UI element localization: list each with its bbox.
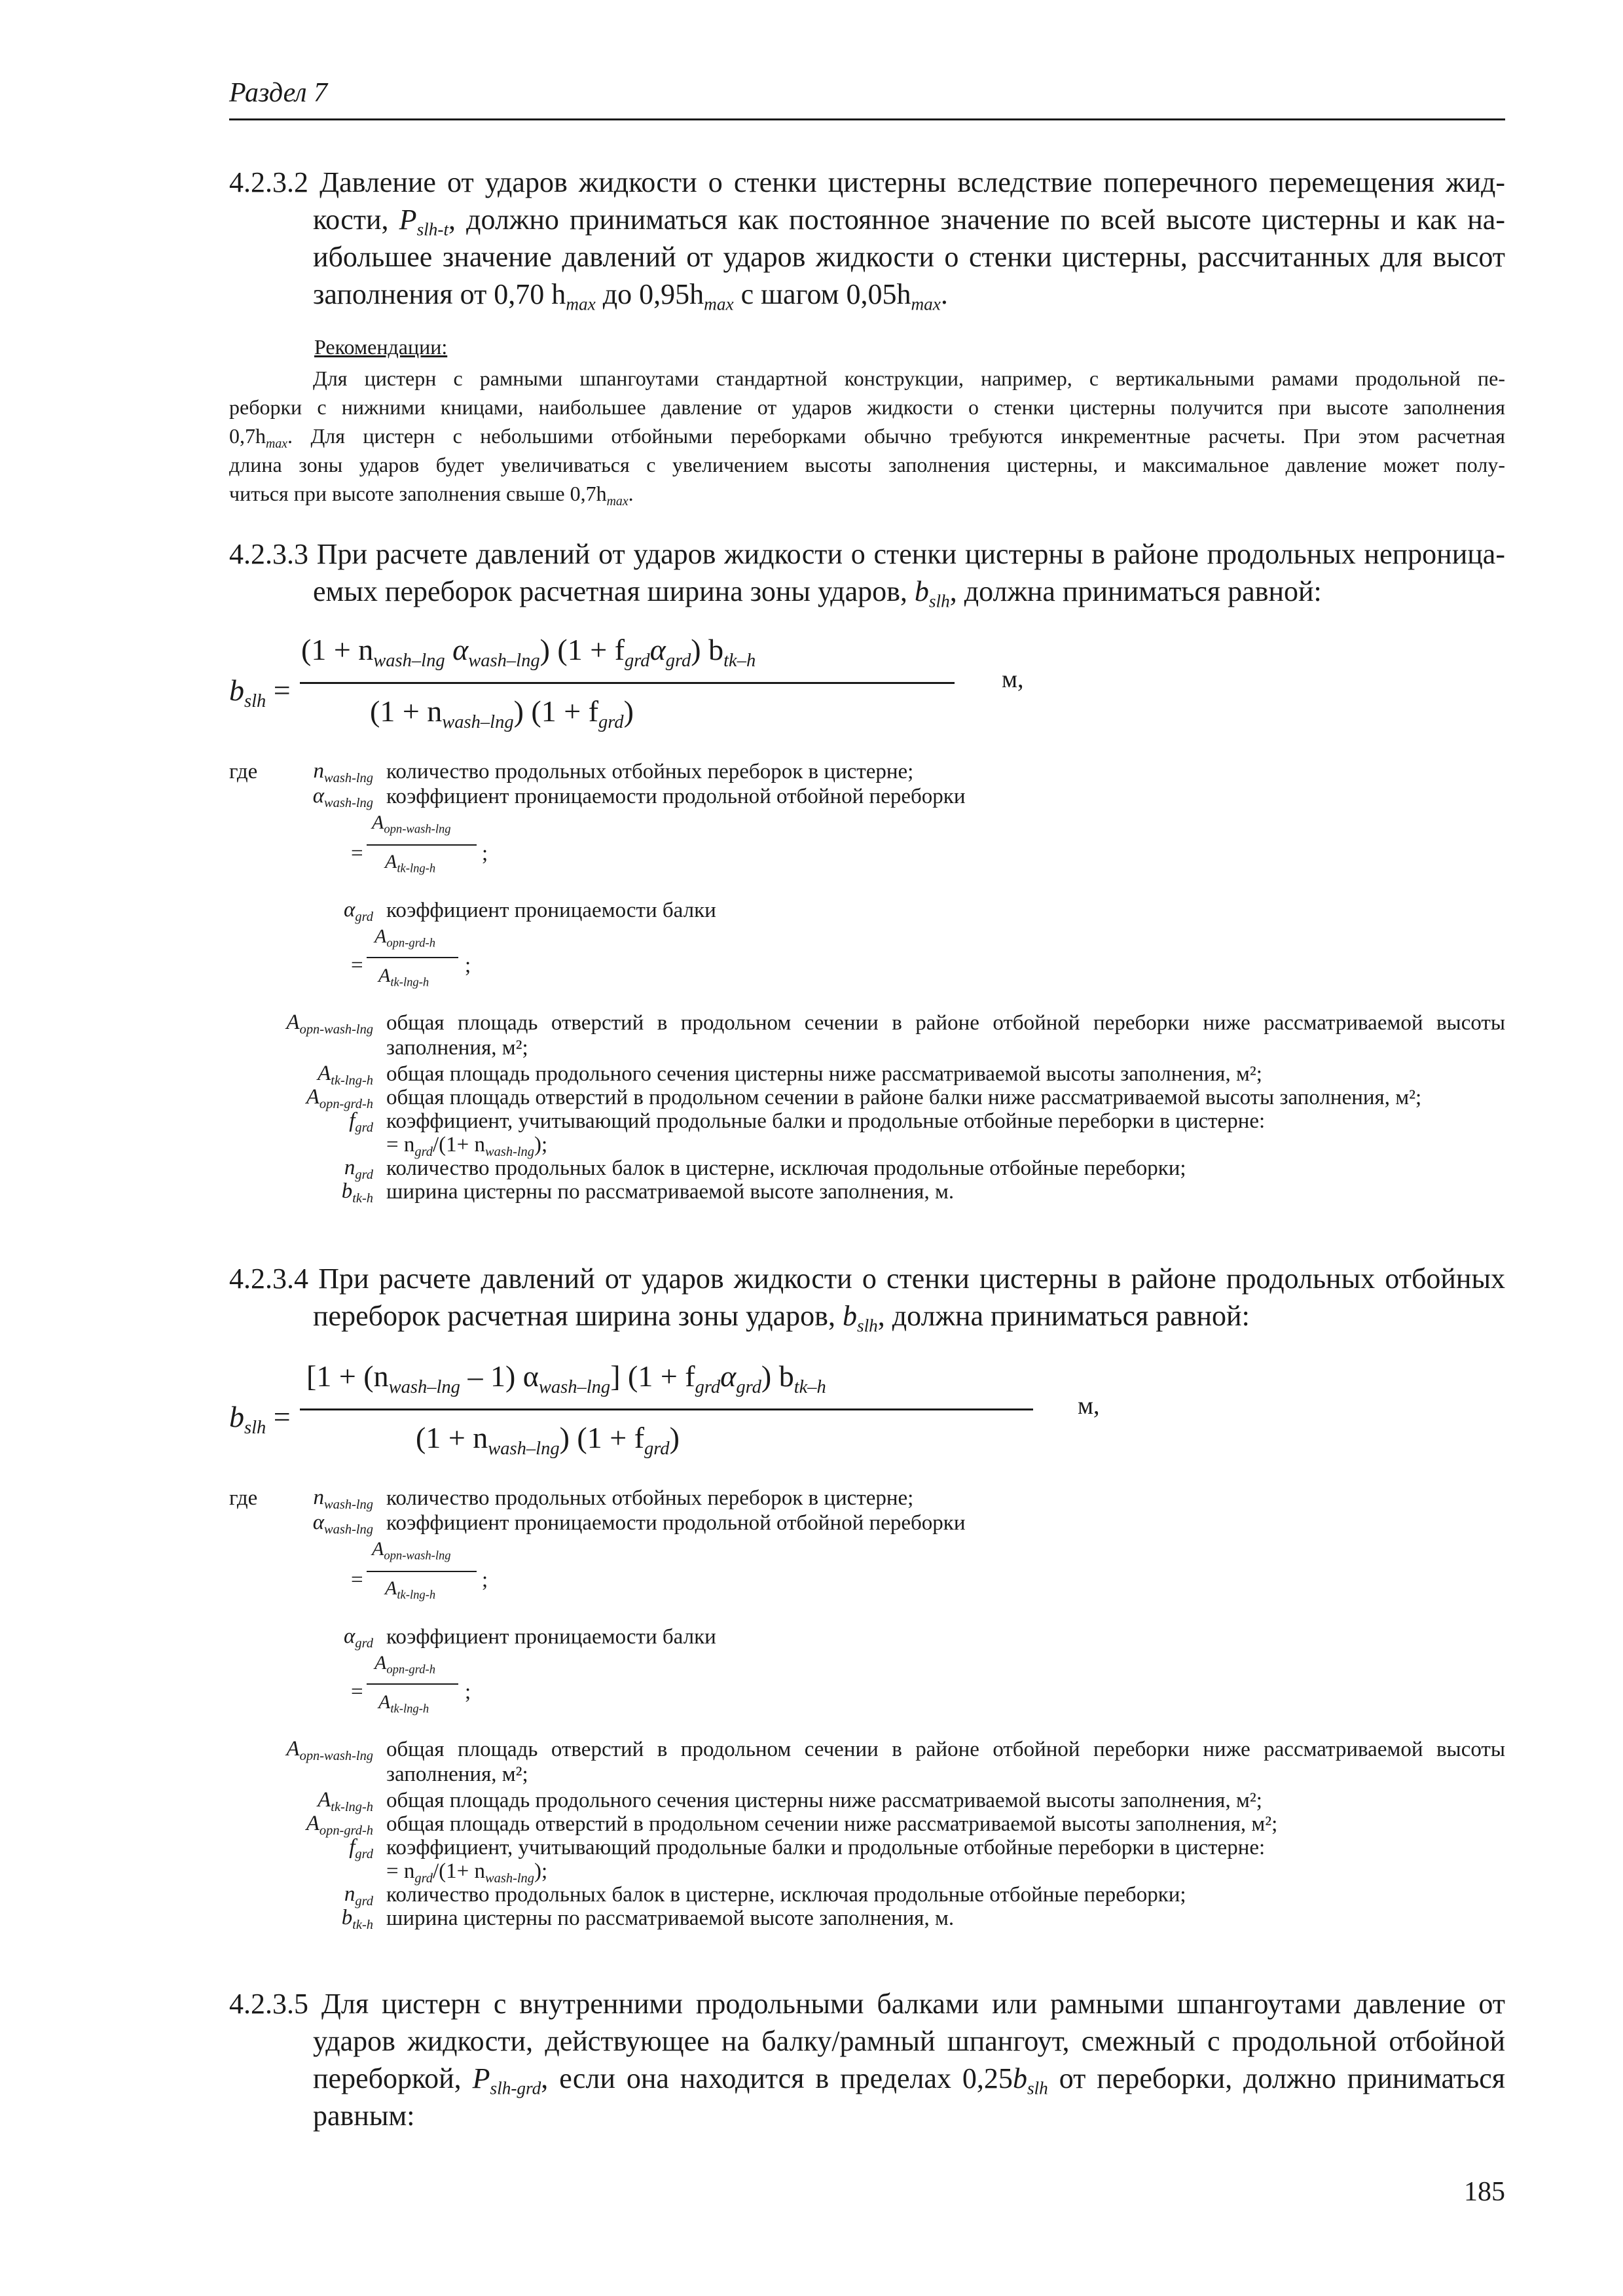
- f1-alpha: α: [445, 633, 469, 666]
- A1: A: [372, 812, 384, 833]
- A11-sub: tk-lng-h: [390, 1702, 429, 1716]
- A1-sub: opn-wash-lng: [384, 822, 451, 836]
- symbol-b-sub-2: slh: [856, 1316, 878, 1336]
- n-sub: wash-lng: [324, 771, 373, 786]
- rec-line3: [229, 422, 1505, 450]
- symbol-b: b: [914, 575, 929, 607]
- p4235-line4: равным:: [313, 2100, 415, 2132]
- p4235-text3b: , если она находится в пределах 0,25: [541, 2062, 1013, 2094]
- p4232-line4: [229, 276, 1505, 313]
- header-rule: [229, 118, 1505, 120]
- f2-den: (1 + n: [416, 1421, 488, 1454]
- agrd-sub: grd: [355, 910, 373, 925]
- f2-a: [1 + (n: [306, 1359, 389, 1393]
- formula-2: [229, 1355, 1211, 1473]
- f2-den-mid: ) (1 + f: [559, 1421, 645, 1454]
- formula-1: [229, 628, 1146, 746]
- formula1-numerator: [301, 632, 756, 671]
- f2-b: – 1) α: [460, 1359, 539, 1393]
- symbol-b-2: b: [842, 1300, 857, 1332]
- p4233-text2b: , должна приниматься равной:: [949, 575, 1322, 607]
- p4233-number: 4.2.3.3: [229, 538, 308, 570]
- f1-end: ) b: [691, 633, 724, 666]
- rec-text3a: 0,7h: [229, 424, 266, 448]
- p4232-number: 4.2.3.2: [229, 166, 308, 198]
- f2-lhs-sub: slh: [244, 1417, 266, 1438]
- f2-alpha2: α: [720, 1359, 737, 1393]
- f1-lhs-b: b: [229, 673, 244, 707]
- A4-sub: tk-lng-h: [390, 975, 429, 990]
- semi-3: ;: [482, 1568, 488, 1592]
- definitions-2: [229, 1486, 1505, 1957]
- formula1-unit: м,: [1002, 666, 1024, 693]
- def-A-opn-grd: общая площадь отверстий в продольном сечении в районе балки ниже рассматриваемой высоты заполнения, м²;: [386, 1086, 1422, 1109]
- def2-b-tk: ширина цистерны по рассматриваемой высоте заполнения, м.: [386, 1907, 955, 1930]
- n-letter: n: [313, 759, 325, 783]
- p4234-text2a: переборок расчетная ширина зоны ударов,: [313, 1300, 843, 1332]
- frac3-bar: [367, 1571, 477, 1572]
- f2-c: ] (1 + f: [610, 1359, 695, 1393]
- A14-sub: opn-grd-h: [319, 1823, 373, 1839]
- p4232-line2: [229, 201, 1505, 238]
- f1-den-end: ): [623, 694, 634, 728]
- rec-text5a: читься при высоте заполнения свыше 0,7h: [229, 482, 607, 505]
- sym-alpha-wash: [268, 784, 373, 811]
- frac4-bar: [367, 1683, 458, 1685]
- p4235-text1: Для цистерн с внутренними продольными балками или рамными шпангоутами давление от: [321, 1988, 1505, 2020]
- def-A-opn-wash: общая площадь отверстий в продольном сечении в районе отбойной переборки ниже рассматриваемой высоты: [386, 1011, 1505, 1035]
- p4234-text2b: , должна приниматься равной:: [877, 1300, 1250, 1332]
- symbol-sub: slh-t: [416, 219, 449, 240]
- symbol-p: P: [399, 204, 417, 236]
- f1-mid: ) (1 + f: [539, 633, 625, 666]
- p4233-line2: [229, 573, 1505, 610]
- f2-s3: grd: [695, 1376, 721, 1397]
- agrd-letter: α: [344, 898, 356, 922]
- btk-letter: b: [341, 1179, 353, 1203]
- alpha-sub: wash-lng: [324, 796, 373, 811]
- def2-alpha-wash: коэффициент проницаемости продольной отбойной переборки: [386, 1511, 966, 1535]
- f1-lhs-sub: slh: [244, 691, 266, 711]
- f1-den: (1 + n: [370, 694, 443, 728]
- sym-A-opn-grd: [229, 1085, 373, 1112]
- formula2-denominator: [416, 1420, 680, 1459]
- sym2-n-wash: [268, 1486, 373, 1513]
- p4235-text3d: от переборки, должно приниматься: [1048, 2062, 1505, 2094]
- sym-alpha-grd: [268, 898, 373, 925]
- agrd2-sub: grd: [355, 1636, 373, 1651]
- sym2-b-tk: [229, 1906, 373, 1933]
- p4235-line3: [229, 2060, 1505, 2097]
- f1-den-s1: wash–lng: [442, 711, 514, 732]
- formula2-numerator: [306, 1359, 826, 1397]
- btk2-letter: b: [341, 1906, 353, 1929]
- sub-max-2: max: [704, 294, 734, 314]
- p4232-line1: [229, 164, 1505, 201]
- f2-s1: wash–lng: [388, 1376, 460, 1397]
- p4232-text1: Давление от ударов жидкости о стенки цистерны вследствие поперечного перемещения жид-: [319, 166, 1505, 198]
- fgrd-b: /(1+ n: [433, 1133, 486, 1157]
- def-A-tk: общая площадь продольного сечения цистерны ниже рассматриваемой высоты заполнения, м²;: [386, 1062, 1262, 1086]
- def2-A-opn-wash: общая площадь отверстий в продольном сечении в районе отбойной переборки ниже рассматриваемой высоты: [386, 1738, 1505, 1761]
- A2: A: [385, 851, 397, 872]
- alpha2-letter: α: [312, 1511, 325, 1534]
- A10: A: [374, 1652, 387, 1674]
- f2-lhs-b: b: [229, 1400, 244, 1433]
- paragraph-4-2-3-3: [229, 535, 1505, 610]
- formula2-lhs: $b_{slh}$ =: [229, 1400, 291, 1438]
- p4232-text4b: до 0,95h: [595, 278, 704, 310]
- recommendations-text: [229, 364, 1505, 508]
- A4: A: [378, 965, 391, 986]
- eq-4: =: [351, 1680, 363, 1704]
- semi-1: ;: [482, 842, 488, 865]
- fgrd2-b: /(1+ n: [433, 1859, 486, 1883]
- sym-f-grd: [229, 1109, 373, 1136]
- frac1-num: [372, 812, 451, 834]
- f2-den-s2: grd: [644, 1438, 670, 1459]
- def2-n-wash: количество продольных отбойных переборок в цистерне;: [386, 1486, 914, 1510]
- def2-alpha-grd: коэффициент проницаемости балки: [386, 1625, 716, 1649]
- fgrd-eq-1: [386, 1132, 548, 1160]
- sym-n-grd: [229, 1156, 373, 1183]
- alpha2-sub: wash-lng: [324, 1522, 373, 1537]
- sym-A-opn-wash: [229, 1011, 373, 1035]
- fgrd2-sub1: grd: [414, 1871, 433, 1886]
- A10-sub: opn-grd-h: [386, 1662, 436, 1677]
- p4233-text1: При расчете давлений от ударов жидкости о стенки цистерны в районе продольных непроница-: [316, 538, 1505, 570]
- semi-4: ;: [465, 1680, 471, 1704]
- sub-max-1: max: [566, 294, 596, 314]
- def-f-grd: коэффициент, учитывающий продольные балки и продольные отбойные переборки в цистерне:: [386, 1109, 1266, 1133]
- fgrd2-a: = n: [386, 1859, 415, 1883]
- ngrd2-sub: grd: [355, 1894, 373, 1909]
- p4235-line2: ударов жидкости, действующее на балку/рамный шпангоут, смежный с продольной отбойной: [313, 2025, 1505, 2057]
- f-letter: f: [349, 1109, 356, 1132]
- fgrd-a: = n: [386, 1133, 415, 1157]
- A6: A: [318, 1062, 331, 1085]
- p4235-b-sub: slh: [1027, 2078, 1048, 2098]
- p4234-line1: [229, 1260, 1505, 1297]
- A9-sub: tk-lng-h: [397, 1588, 436, 1602]
- formula2-fraction-bar: [300, 1408, 1033, 1410]
- f-sub: grd: [355, 1121, 373, 1136]
- page-number: 185: [1464, 2177, 1505, 2207]
- rec-line2: реборки с нижними кницами, наибольшее давление от ударов жидкости о стенки цистерны получится при высоте заполнения: [229, 395, 1505, 419]
- frac2-num: [374, 925, 435, 948]
- f2-s5: tk–h: [793, 1376, 826, 1397]
- where-label-2: где: [229, 1486, 258, 1510]
- sym2-A-opn-grd: [229, 1812, 373, 1839]
- sym2-alpha-wash: [268, 1511, 373, 1535]
- ngrd2-letter: n: [344, 1882, 356, 1906]
- sym2-n-grd: [229, 1882, 373, 1907]
- definitions-1: [229, 759, 1505, 1230]
- frac4-den: [378, 1691, 429, 1716]
- formula2-unit: м,: [1078, 1392, 1100, 1420]
- f2-letter: f: [349, 1835, 356, 1859]
- A11: A: [378, 1691, 391, 1713]
- p4234-line2: [229, 1297, 1505, 1335]
- fgrd2-sub2: wash-lng: [485, 1871, 534, 1886]
- A8: A: [372, 1538, 384, 1560]
- section-header: Раздел 7: [229, 78, 328, 108]
- f1-s5: tk–h: [723, 650, 756, 671]
- f1-den-s2: grd: [598, 711, 624, 732]
- formula1-fraction-bar: [300, 682, 955, 684]
- frac1-den: [385, 851, 436, 876]
- f2-sub: grd: [355, 1847, 373, 1862]
- formula1-denominator: [370, 694, 634, 732]
- rec-text3b: . Для цистерн с небольшими отбойными переборками обычно требуются инкрементные расчеты. При этом расчетная: [287, 424, 1505, 448]
- rec-line4: длина зоны ударов будет увеличиваться с увеличением высоты заполнения цистерны, и максимальное давление может полу-: [229, 453, 1505, 476]
- paragraph-4-2-3-2: [229, 164, 1505, 313]
- A7-sub: opn-grd-h: [319, 1097, 373, 1112]
- alpha-letter: α: [312, 784, 325, 808]
- f1-s4: grd: [665, 650, 691, 671]
- rec-text5b: .: [628, 482, 634, 505]
- frac1-bar: [367, 844, 477, 846]
- def2-A-opn-wash-2: заполнения, м²;: [386, 1763, 528, 1786]
- fgrd-eq-2: [386, 1859, 547, 1884]
- A9: A: [385, 1577, 397, 1599]
- def-alpha-wash: коэффициент проницаемости продольной отбойной переборки: [386, 785, 966, 808]
- f1-s1: wash–lng: [373, 650, 445, 671]
- ngrd-letter: n: [344, 1156, 356, 1179]
- def-b-tk: ширина цистерны по рассматриваемой высоте заполнения, м.: [386, 1180, 955, 1204]
- p4233-text2a: емых переборок расчетная ширина зоны ударов,: [313, 575, 915, 607]
- A6-sub: tk-lng-h: [331, 1073, 373, 1088]
- fgrd-sub2: wash-lng: [485, 1145, 534, 1160]
- sym2-alpha-grd: [268, 1624, 373, 1649]
- symbol-b-sub: slh: [928, 591, 950, 611]
- sub-max-3: max: [911, 294, 941, 314]
- sym2-A-tk: [229, 1788, 373, 1815]
- p4235-line1: [229, 1985, 1505, 2022]
- btk-sub: tk-h: [352, 1191, 373, 1206]
- A5: A: [286, 1011, 300, 1034]
- n2-letter: n: [313, 1486, 325, 1509]
- p4232-text4: заполнения от 0,70 h: [313, 278, 566, 310]
- eq-3: =: [351, 1568, 363, 1592]
- A3: A: [374, 925, 387, 947]
- f2-s2: wash–lng: [538, 1376, 611, 1397]
- p4234-number: 4.2.3.4: [229, 1263, 308, 1295]
- p4232-text2a: кости,: [313, 204, 399, 236]
- A13-sub: tk-lng-h: [331, 1800, 373, 1815]
- def2-n-grd: количество продольных балок в цистерне, исключая продольные отбойные переборки;: [386, 1883, 1186, 1907]
- f1-s3: grd: [625, 650, 650, 671]
- p4232-text4d: .: [940, 278, 948, 310]
- recommendations-title: Рекомендации:: [314, 335, 448, 359]
- frac3-den: [385, 1577, 435, 1600]
- p4232-text4c: с шагом 0,05h: [733, 278, 911, 310]
- A8-sub: opn-wash-lng: [384, 1549, 451, 1563]
- semi-2: ;: [465, 954, 471, 977]
- n2-sub: wash-lng: [324, 1498, 373, 1513]
- paragraph-4-2-3-5: [229, 1985, 1505, 2134]
- def2-A-opn-grd: общая площадь отверстий в продольном сечении ниже рассматриваемой высоты заполнения, м²;: [386, 1812, 1278, 1836]
- sym2-A-opn-wash: [229, 1737, 373, 1764]
- paragraph-4-2-3-4: [229, 1260, 1505, 1335]
- formula1-lhs: $b_{slh}$ =: [229, 673, 291, 711]
- rec-line1: Для цистерн с рамными шпангоутами стандартной конструкции, например, с вертикальными рамами продольной пе-: [313, 367, 1505, 390]
- f2-den-s1: wash–lng: [488, 1438, 560, 1459]
- A12: A: [286, 1737, 300, 1761]
- frac2-den: [378, 965, 429, 990]
- f2-end: ) b: [761, 1359, 794, 1393]
- def-A-opn-wash-2: заполнения, м²;: [386, 1036, 528, 1060]
- sym-b-tk: [229, 1179, 373, 1204]
- p4233-line1: [229, 535, 1505, 573]
- A12-sub: opn-wash-lng: [299, 1749, 373, 1764]
- btk2-sub: tk-h: [352, 1918, 373, 1933]
- def2-f-grd: коэффициент, учитывающий продольные балки и продольные отбойные переборки в цистерне:: [386, 1836, 1266, 1859]
- p4232-text2b: , должно приниматься как постоянное значение по всей высоте цистерны и как на-: [448, 204, 1505, 236]
- p4235-sym: P: [472, 2062, 490, 2094]
- where-label-1: где: [229, 760, 258, 783]
- frac2-bar: [367, 957, 458, 958]
- A13: A: [318, 1788, 331, 1812]
- def-n-wash: количество продольных отбойных переборок в цистерне;: [386, 760, 914, 783]
- p4235-text3a: переборкой,: [313, 2062, 473, 2094]
- A7: A: [306, 1085, 319, 1109]
- sym-n-wash: [268, 759, 373, 786]
- A5-sub: opn-wash-lng: [299, 1022, 373, 1037]
- p4234-text1: При расчете давлений от ударов жидкости о стенки цистерны в районе продольных отбойных: [318, 1263, 1506, 1295]
- A3-sub: opn-grd-h: [386, 936, 436, 950]
- def2-A-tk: общая площадь продольного сечения цистерны ниже рассматриваемой высоты заполнения, м²;: [386, 1789, 1262, 1812]
- p4235-b: b: [1012, 2062, 1027, 2094]
- A14: A: [306, 1812, 319, 1835]
- p4235-sym-sub: slh-grd: [490, 2078, 541, 2098]
- f2-s4: grd: [736, 1376, 761, 1397]
- f2-den-end: ): [669, 1421, 680, 1454]
- fgrd2-c: );: [534, 1859, 548, 1883]
- sym2-f-grd: [229, 1835, 373, 1862]
- sym-A-tk: [229, 1062, 373, 1086]
- frac3-num: [372, 1538, 451, 1563]
- agrd2-letter: α: [344, 1624, 356, 1648]
- f1-den-mid: ) (1 + f: [513, 694, 599, 728]
- frac4-num: [374, 1652, 436, 1677]
- eq-2: =: [351, 954, 363, 977]
- p4232-line3: [229, 238, 1505, 276]
- A2-sub: tk-lng-h: [397, 861, 436, 876]
- fgrd-c: );: [534, 1133, 548, 1157]
- rec-line5: [229, 479, 1505, 508]
- rec-sub-max-1: max: [266, 436, 288, 451]
- fgrd-sub1: grd: [414, 1145, 433, 1160]
- p4232-text3: ибольшее значение давлений от ударов жидкости о стенки цистерны, рассчитанных для высот: [313, 241, 1505, 273]
- f1-alpha2: α: [649, 633, 666, 666]
- p4235-number: 4.2.3.5: [229, 1988, 308, 2020]
- rec-sub-max-2: max: [606, 493, 629, 509]
- f1-n1: (1 + n: [301, 633, 374, 666]
- f1-s2: wash–lng: [468, 650, 540, 671]
- def-alpha-grd: коэффициент проницаемости балки: [386, 899, 716, 922]
- def-n-grd: количество продольных балок в цистерне, исключая продольные отбойные переборки;: [386, 1157, 1186, 1180]
- eq-1: =: [351, 842, 363, 865]
- ngrd-sub: grd: [355, 1168, 373, 1183]
